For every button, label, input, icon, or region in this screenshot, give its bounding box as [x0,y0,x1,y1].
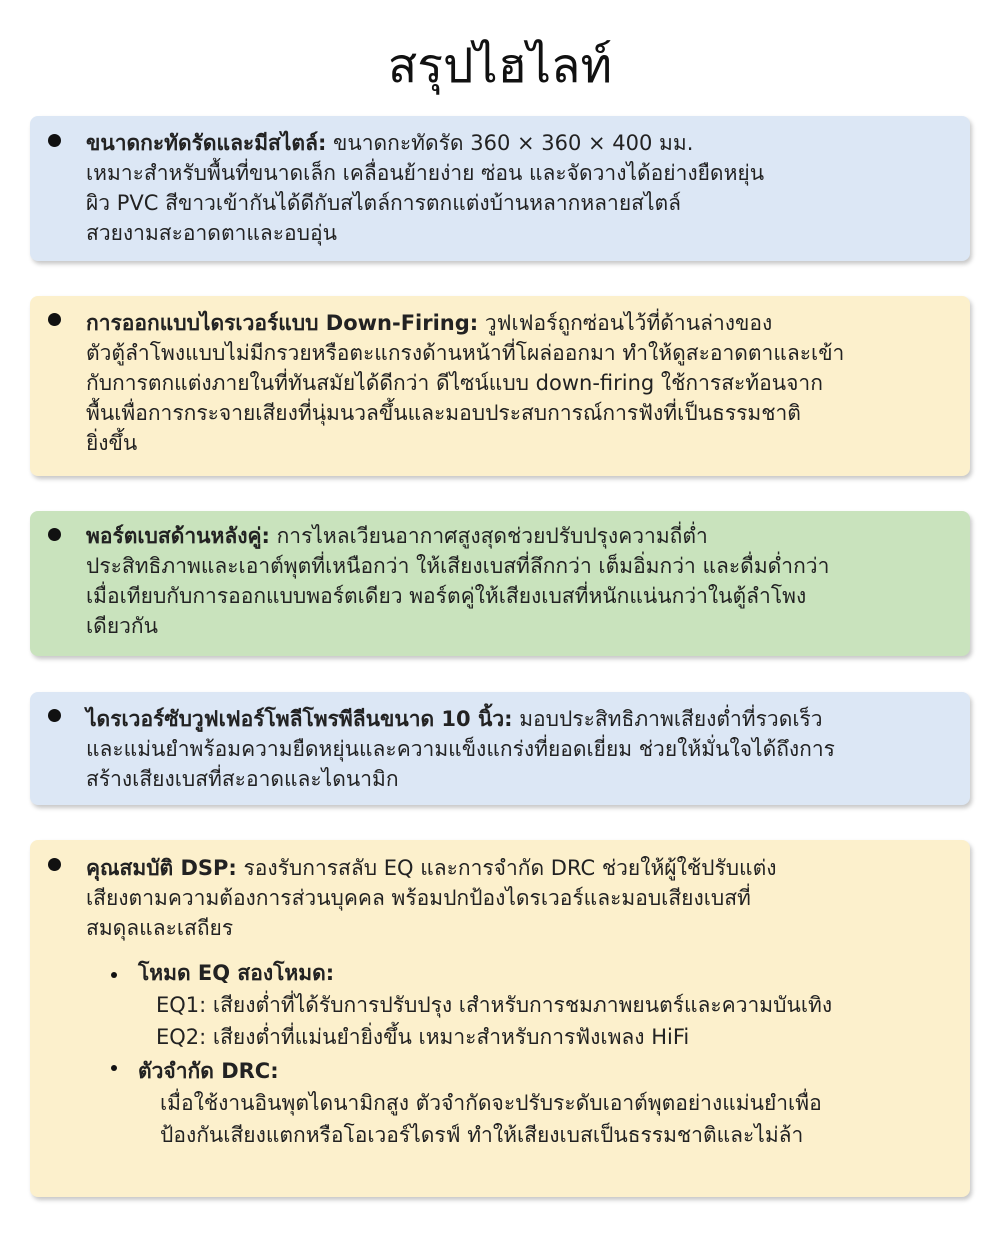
sub-bullet-icon [111,1065,117,1071]
highlight-line: สร้างเสียงเบสที่สะอาดและไดนามิก [86,767,399,791]
bullet-icon [48,858,61,871]
sub-item-heading: ตัวจำกัด DRC: [138,1059,279,1083]
highlight-heading: ไดรเวอร์ซับวูฟเฟอร์โพลีโพรพีลีนขนาด 10 นิ้ว: [86,707,513,731]
highlight-heading: การออกแบบไดรเวอร์แบบ Down-Firing: [86,311,479,335]
highlight-heading: พอร์ตเบสด้านหลังคู่: [86,524,270,548]
highlight-line: กับการตกแต่งภายในที่ทันสมัยได้ดีกว่า ดีไซน์แบบ down-firing ใช้การสะท้อนจาก [86,371,823,395]
highlight-line: การไหลเวียนอากาศสูงสุดช่วยปรับปรุงความถี่ต่ำ [269,524,708,548]
sub-item-eq-modes [112,958,952,1050]
highlight-line: เสียงตามความต้องการส่วนบุคคล พร้อมปกป้องไดรเวอร์และมอบเสียงเบสที่ [86,886,751,910]
sub-bullet-icon [111,972,117,978]
sub-item-line: EQ2: เสียงต่ำที่แม่นยำยิ่งขึ้น เหมาะสำหรับการฟังเพลง HiFi [156,1025,690,1049]
highlight-line: ผิว PVC สีขาวเข้ากันได้ดีกับสไตล์การตกแต่งบ้านหลากหลายสไตล์ [86,191,682,215]
highlight-line: วูฟเฟอร์ถูกซ่อนไว้ที่ด้านล่างของ [478,311,773,335]
highlight-line: มอบประสิทธิภาพเสียงต่ำที่รวดเร็ว [512,707,823,731]
page-title: สรุปไฮไลท์ [387,38,613,94]
highlight-text [86,521,952,641]
highlight-card-down-firing [30,296,970,476]
highlight-text [86,128,952,248]
highlight-heading: ขนาดกะทัดรัดและมีสไตล์: [86,131,327,155]
highlight-line: ตัวตู้ลำโพงแบบไม่มีกรวยหรือตะแกรงด้านหน้าที่โผล่ออกมา ทำให้ดูสะอาดตาและเข้า [86,341,845,365]
bullet-icon [48,134,61,147]
sub-item-heading: โหมด EQ สองโหมด: [138,961,335,985]
highlight-line: สวยงามสะอาดตาและอบอุ่น [86,221,337,245]
highlight-line: และแม่นยำพร้อมความยืดหยุ่นและความแข็งแกร่งที่ยอดเยี่ยม ช่วยให้มั่นใจได้ถึงการ [86,737,835,761]
highlight-line: ประสิทธิภาพและเอาต์พุตที่เหนือกว่า ให้เสียงเบสที่ลึกกว่า เต็มอิ่มกว่า และดื่มด่ำกว่า [86,554,830,578]
highlight-card-dsp-features [30,840,970,1197]
sub-item-line: เมื่อใช้งานอินพุตไดนามิกสูง ตัวจำกัดจะปรับระดับเอาต์พุตอย่างแม่นยำเพื่อ [160,1091,822,1115]
highlight-line: ยิ่งขึ้น [86,431,138,455]
highlight-card-compact-design [30,116,970,261]
highlight-line: สมดุลและเสถียร [86,916,234,940]
highlight-text [86,853,952,943]
sub-item-drc-limiter [112,1054,952,1146]
highlight-heading: คุณสมบัติ DSP: [86,856,237,880]
bullet-icon [48,528,61,541]
highlight-text [86,308,952,458]
highlight-line: ขนาดกะทัดรัด 360 × 360 × 400 มม. [326,131,694,155]
sub-item-line: EQ1: เสียงต่ำที่ได้รับการปรับปรุง เสำหรับการชมภาพยนตร์และความบันเทิง [156,993,833,1017]
highlight-line: เหมาะสำหรับพื้นที่ขนาดเล็ก เคลื่อนย้ายง่าย ซ่อน และจัดวางได้อย่างยืดหยุ่น [86,161,765,185]
highlight-card-dual-bass-port [30,511,970,656]
bullet-icon [48,709,61,722]
highlight-text [86,704,952,794]
highlight-line: เมื่อเทียบกับการออกแบบพอร์ตเดียว พอร์ตคู่ให้เสียงเบสที่หนักแน่นกว่าในตู้ลำโพง [86,584,807,608]
bullet-icon [48,313,61,326]
highlight-line: เดียวกัน [86,614,158,638]
highlight-line: พื้นเพื่อการกระจายเสียงที่นุ่มนวลขึ้นและมอบประสบการณ์การฟังที่เป็นธรรมชาติ [86,401,801,425]
sub-item-line: ป้องกันเสียงแตกหรือโอเวอร์ไดรฟ์ ทำให้เสียงเบสเป็นธรรมชาติและไม่ล้า [160,1123,804,1147]
highlight-line: รองรับการสลับ EQ และการจำกัด DRC ช่วยให้ผู้ใช้ปรับแต่ง [236,856,777,880]
highlight-card-subwoofer-driver [30,692,970,805]
